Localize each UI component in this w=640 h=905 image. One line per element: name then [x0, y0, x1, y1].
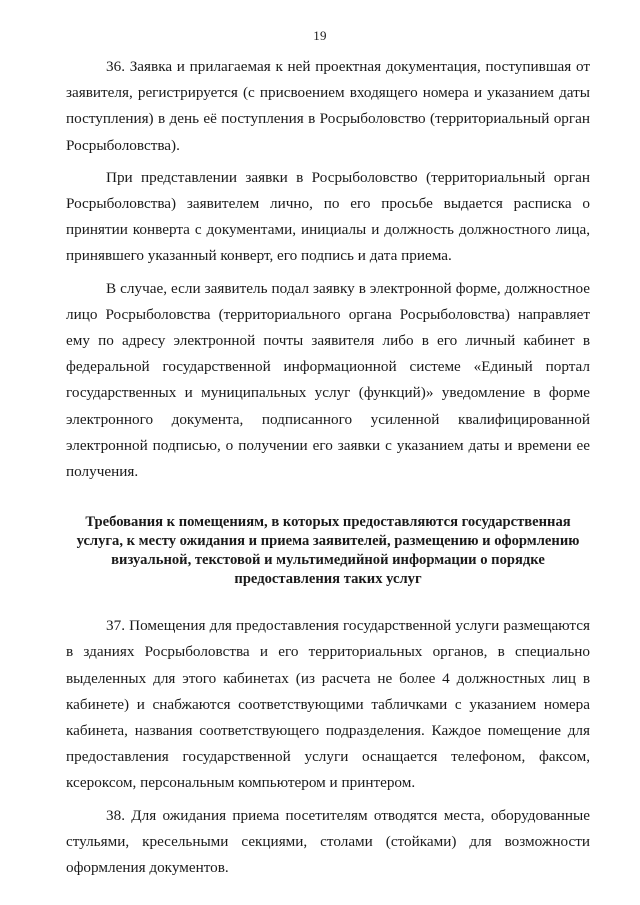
paragraph-37: 37. Помещения для предоставления государственной услуги размещаются в зданиях Росрыболовства и его территориальных органов, в специально выделенных для этого кабинетах (из расчета не более 4 должностных лиц в кабинете) и снабжаются соответствующими табличками с указанием номера кабинета, названия соответствующего подразделения. Каждое помещение для предоставления государственной услуги оснащается телефоном, факсом, ксероксом, персональным компьютером и принтером. — [66, 617, 590, 792]
paragraph-36: 36. Заявка и прилагаемая к ней проектная документация, поступившая от заявителя, регистрируется (с присвоением входящего номера и указанием даты поступления) в день её поступления в Росрыболовство (территориальный орган Росрыболовства). — [66, 58, 590, 154]
section-heading: Требования к помещениям, в которых предоставляются государственная услуга, к месту ожидания и приема заявителей, размещению и оформлению визуальной, текстовой и мультимедийной информации о порядке предоставления таких услуг — [76, 514, 580, 588]
paragraph-receipt: При представлении заявки в Росрыболовство (территориальный орган Росрыболовства) заявителем лично, по его просьбе выдается расписка о принятии конверта с документами, инициалы и должность должностного лица, принявшего указанный конверт, его подпись и дата приема. — [66, 168, 590, 265]
paragraph-electronic-notice: В случае, если заявитель подал заявку в электронной форме, должностное лицо Росрыболовства (территориального органа Росрыболовства) направляет ему по адресу электронной почты заявителя либо в его личный кабинет в федеральной государственной информационной системе «Единый портал государственных и муниципальных услуг (функций)» уведомление в форме электронного документа, подписанного усиленной квалифицированной электронной подписью, о получении его заявки с указанием даты и времени ее получения. — [66, 279, 590, 481]
document-body — [66, 54, 590, 881]
paragraph-38: 38. Для ожидания приема посетителям отводятся места, оборудованные стульями, кресельными секциями, столами (стойками) для возможности оформления документов. — [66, 806, 590, 877]
page-number: 19 — [313, 28, 327, 43]
